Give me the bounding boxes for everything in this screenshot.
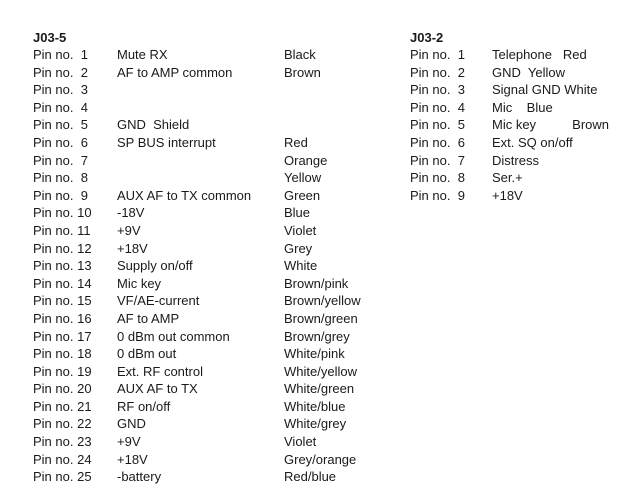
table-row bbox=[33, 415, 347, 433]
wire-color: Grey bbox=[284, 240, 313, 256]
table-row bbox=[410, 46, 587, 64]
wire-color: White/blue bbox=[284, 398, 346, 414]
pin-number: Pin no. 4 bbox=[33, 99, 88, 115]
wire-color: Violet bbox=[284, 222, 317, 238]
table-row bbox=[33, 363, 357, 381]
pin-function: Mic key Brown bbox=[492, 117, 610, 133]
wire-color: White/grey bbox=[284, 416, 347, 432]
pin-number: Pin no. 19 bbox=[33, 363, 92, 379]
wire-color: Brown/yellow bbox=[284, 293, 361, 309]
table-row bbox=[410, 187, 523, 205]
pin-function: Distress bbox=[492, 152, 539, 168]
pin-function: AF to AMP common bbox=[117, 64, 233, 80]
pin-number: Pin no. 8 bbox=[410, 170, 465, 186]
pin-number: Pin no. 5 bbox=[410, 117, 465, 133]
table-row bbox=[33, 380, 355, 398]
pin-function: GND bbox=[117, 416, 146, 432]
table-row bbox=[33, 187, 321, 205]
pin-function: +18V bbox=[117, 240, 148, 256]
pin-function: AUX AF to TX common bbox=[117, 187, 252, 203]
pin-function: Ser.+ bbox=[492, 170, 523, 186]
wire-color: Violet bbox=[284, 434, 317, 450]
pin-number: Pin no. 7 bbox=[410, 152, 465, 168]
pin-number: Pin no. 14 bbox=[33, 275, 92, 291]
pin-number: Pin no. 9 bbox=[33, 187, 88, 203]
pin-number: Pin no. 24 bbox=[33, 451, 92, 467]
wire-color: Orange bbox=[284, 152, 328, 168]
pin-number: Pin no. 18 bbox=[33, 346, 92, 362]
table-row bbox=[33, 345, 345, 363]
pin-number: Pin no. 2 bbox=[410, 64, 465, 80]
pin-function: +9V bbox=[117, 222, 141, 238]
pin-function: SP BUS interrupt bbox=[117, 134, 216, 150]
table-row bbox=[33, 134, 308, 152]
table-row bbox=[33, 46, 316, 64]
pin-number: Pin no. 25 bbox=[33, 469, 92, 485]
pin-function: AF to AMP bbox=[117, 310, 180, 326]
pin-number: Pin no. 16 bbox=[33, 310, 92, 326]
table-row bbox=[33, 81, 88, 99]
table-row bbox=[410, 152, 539, 170]
pin-function: Ext. RF control bbox=[117, 363, 203, 379]
pin-function: GND Shield bbox=[117, 117, 190, 133]
pin-number: Pin no. 9 bbox=[410, 187, 465, 203]
pin-number: Pin no. 2 bbox=[33, 64, 88, 80]
pin-number: Pin no. 6 bbox=[410, 134, 465, 150]
pin-number: Pin no. 6 bbox=[33, 134, 88, 150]
pin-number: Pin no. 17 bbox=[33, 328, 92, 344]
table-row bbox=[33, 257, 318, 275]
wire-color: White bbox=[284, 258, 318, 274]
wire-color: Brown/grey bbox=[284, 328, 350, 344]
table-row bbox=[33, 116, 190, 134]
table-row bbox=[33, 152, 328, 170]
wire-color: Brown bbox=[284, 64, 321, 80]
pin-number: Pin no. 4 bbox=[410, 99, 465, 115]
wire-color: Grey/orange bbox=[284, 451, 357, 467]
pin-function: AUX AF to TX bbox=[117, 381, 198, 397]
pin-function: Supply on/off bbox=[117, 258, 193, 274]
pin-function: Ext. SQ on/off bbox=[492, 134, 573, 150]
table-row bbox=[410, 116, 610, 134]
pin-function: -18V bbox=[117, 205, 145, 221]
pin-number: Pin no. 7 bbox=[33, 152, 88, 168]
table-row bbox=[410, 64, 565, 82]
table-title: J03-2 bbox=[410, 30, 444, 45]
table-row bbox=[33, 433, 317, 451]
pin-function: Mic Blue bbox=[492, 99, 553, 115]
table-row bbox=[410, 169, 523, 187]
pin-number: Pin no. 21 bbox=[33, 398, 92, 414]
pin-function: GND Yellow bbox=[492, 64, 565, 80]
pin-number: Pin no. 10 bbox=[33, 205, 92, 221]
wire-color: Green bbox=[284, 187, 321, 203]
pin-function: 0 dBm out common bbox=[117, 328, 230, 344]
pin-function: Signal GND White bbox=[492, 82, 598, 98]
pin-number: Pin no. 5 bbox=[33, 117, 88, 133]
pin-function: Mute RX bbox=[117, 47, 168, 62]
table-row bbox=[33, 292, 361, 310]
pin-number: Pin no. 1 bbox=[33, 47, 88, 62]
pin-number: Pin no. 23 bbox=[33, 434, 92, 450]
pin-number: Pin no. 8 bbox=[33, 170, 88, 186]
pin-function: +18V bbox=[492, 187, 523, 203]
pin-number: Pin no. 12 bbox=[33, 240, 92, 256]
wire-color: White/yellow bbox=[284, 363, 357, 379]
table-row bbox=[33, 99, 88, 117]
pin-number: Pin no. 11 bbox=[33, 222, 91, 238]
pin-number: Pin no. 1 bbox=[410, 47, 465, 62]
wire-color: Blue bbox=[284, 205, 311, 221]
table-row bbox=[410, 81, 598, 99]
wire-color: White/green bbox=[284, 381, 355, 397]
pin-function: +18V bbox=[117, 451, 148, 467]
table-row bbox=[33, 275, 349, 293]
pinout-table-j03-2 bbox=[410, 30, 610, 204]
pin-function: 0 dBm out bbox=[117, 346, 177, 362]
pinout-table-j03-5 bbox=[33, 30, 361, 486]
table-row bbox=[33, 328, 350, 346]
table-row bbox=[33, 398, 346, 416]
pin-function: Telephone Red bbox=[492, 47, 587, 62]
wire-color: Brown/green bbox=[284, 310, 358, 326]
wire-color: Black bbox=[284, 47, 316, 62]
table-row bbox=[33, 169, 322, 187]
table-row bbox=[33, 64, 321, 82]
pin-function: Mic key bbox=[117, 275, 162, 291]
wire-color: Yellow bbox=[284, 170, 322, 186]
table-row bbox=[33, 204, 311, 222]
table-row bbox=[33, 451, 357, 469]
table-title: J03-5 bbox=[33, 30, 67, 45]
table-row bbox=[33, 240, 313, 258]
table-row bbox=[33, 310, 358, 328]
pin-number: Pin no. 3 bbox=[33, 82, 88, 98]
pin-number: Pin no. 15 bbox=[33, 293, 92, 309]
table-rows bbox=[410, 46, 610, 204]
pin-function: VF/AE-current bbox=[117, 293, 200, 309]
pin-function: -battery bbox=[117, 469, 162, 485]
pin-function: +9V bbox=[117, 434, 141, 450]
table-rows bbox=[33, 46, 361, 486]
table-row bbox=[33, 222, 317, 240]
wire-color: Red/blue bbox=[284, 469, 337, 485]
table-row bbox=[410, 134, 573, 152]
pin-number: Pin no. 3 bbox=[410, 82, 465, 98]
pin-function: RF on/off bbox=[117, 398, 171, 414]
pin-number: Pin no. 20 bbox=[33, 381, 92, 397]
wire-color: Red bbox=[284, 134, 308, 150]
pin-number: Pin no. 13 bbox=[33, 258, 92, 274]
table-row bbox=[33, 468, 337, 486]
table-row bbox=[410, 99, 553, 117]
wire-color: Brown/pink bbox=[284, 275, 349, 291]
wire-color: White/pink bbox=[284, 346, 345, 362]
pin-number: Pin no. 22 bbox=[33, 416, 92, 432]
